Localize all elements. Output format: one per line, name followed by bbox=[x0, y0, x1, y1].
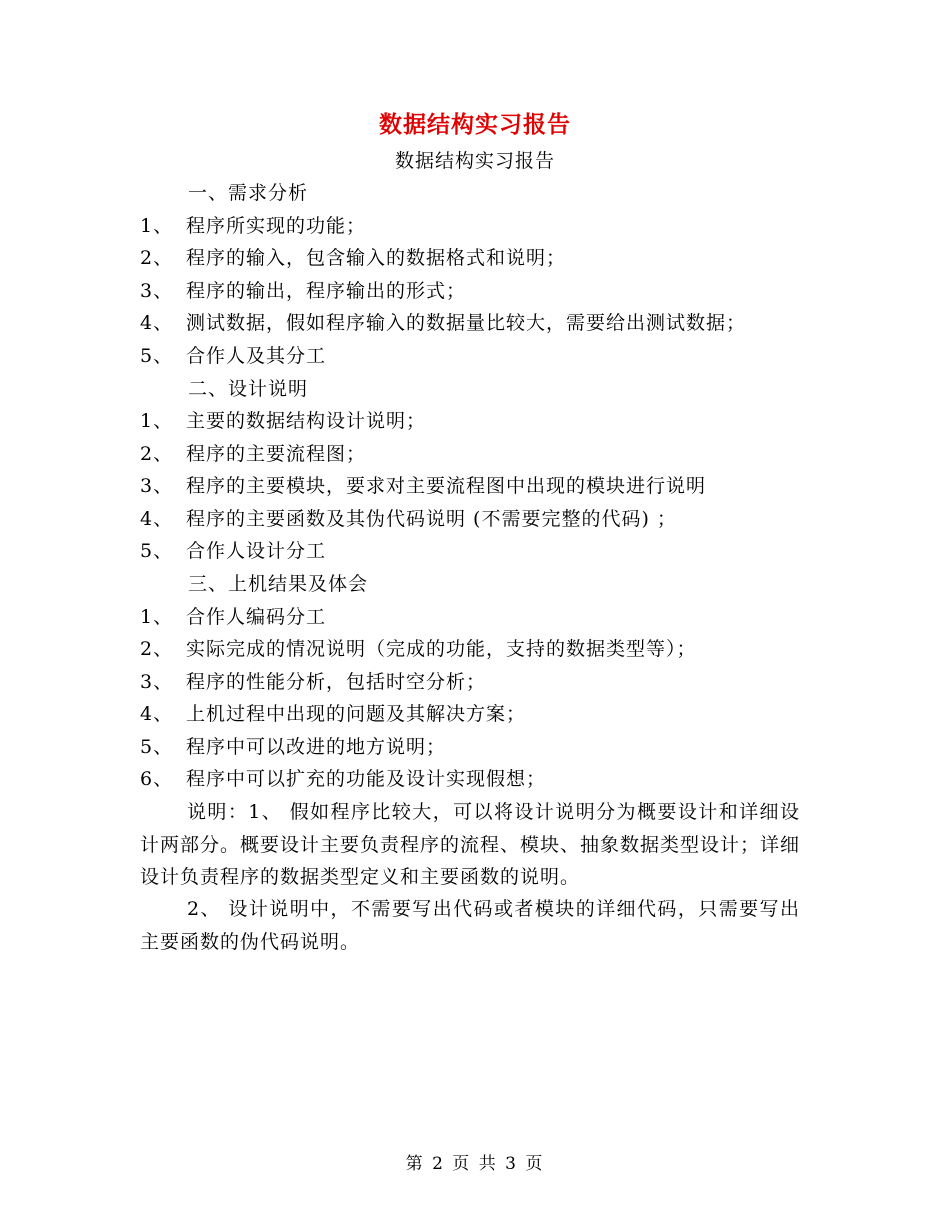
list-item bbox=[140, 535, 326, 567]
document-subtitle: 数据结构实习报告 bbox=[394, 150, 555, 172]
list-item-text: 程序的输入，包含输入的数据格式和说明； bbox=[186, 247, 567, 269]
section-heading: 二、设计说明 bbox=[188, 378, 309, 400]
list-item-number: 4、 bbox=[140, 508, 174, 530]
list-item-text: 合作人设计分工 bbox=[186, 540, 327, 562]
list-item-number: 5、 bbox=[140, 736, 174, 758]
list-item-text: 程序所实现的功能； bbox=[186, 215, 367, 237]
document-title: 数据结构实习报告 bbox=[379, 111, 571, 138]
list-item bbox=[140, 666, 486, 698]
list-item-text: 合作人编码分工 bbox=[186, 606, 327, 628]
list-item-text: 测试数据，假如程序输入的数据量比较大，需要给出测试数据； bbox=[186, 312, 747, 334]
page-footer: 第 2 页 共 3 页 bbox=[405, 1154, 545, 1174]
list-item-text: 程序中可以改进的地方说明； bbox=[186, 736, 447, 758]
list-item-number: 5、 bbox=[140, 540, 174, 562]
list-item-text: 实际完成的情况说明（完成的功能，支持的数据类型等）； bbox=[186, 638, 697, 660]
list-item-number: 3、 bbox=[140, 671, 174, 693]
list-item-number: 6、 bbox=[140, 768, 174, 790]
list-item-text: 程序的主要流程图； bbox=[186, 443, 367, 465]
list-item bbox=[140, 763, 546, 795]
section-heading: 一、需求分析 bbox=[188, 182, 309, 204]
list-item-text: 程序的主要函数及其伪代码说明 (不需要完整的代码) ； bbox=[186, 508, 677, 530]
list-item-number: 1、 bbox=[140, 215, 174, 237]
list-item-number: 4、 bbox=[140, 703, 174, 725]
list-item-number: 4、 bbox=[140, 312, 174, 334]
list-item bbox=[140, 438, 366, 470]
list-item-text: 上机过程中出现的问题及其解决方案； bbox=[186, 703, 527, 725]
list-item bbox=[140, 731, 446, 763]
list-item bbox=[140, 340, 326, 372]
list-item-text: 合作人及其分工 bbox=[186, 345, 327, 367]
note-paragraph: 说明：1、 假如程序比较大，可以将设计说明分为概要设计和详细设计两部分。概要设计主要负责程序的流程、模块、抽象数据类型设计；详细设计负责程序的数据类型定义和主要函数的说明。 bbox=[140, 801, 801, 888]
list-item-number: 1、 bbox=[140, 410, 174, 432]
list-item bbox=[140, 633, 697, 665]
list-item bbox=[140, 405, 426, 437]
list-item-text: 程序的主要模块，要求对主要流程图中出现的模块进行说明 bbox=[186, 475, 707, 497]
list-item bbox=[140, 601, 326, 633]
list-item bbox=[140, 503, 677, 535]
list-item-number: 3、 bbox=[140, 280, 174, 302]
list-item bbox=[140, 470, 706, 502]
list-item bbox=[140, 275, 466, 307]
list-item-number: 3、 bbox=[140, 475, 174, 497]
list-item-text: 程序的输出，程序输出的形式； bbox=[186, 280, 467, 302]
list-item-number: 1、 bbox=[140, 606, 174, 628]
section-heading: 三、上机结果及体会 bbox=[188, 573, 369, 595]
list-item-number: 2、 bbox=[140, 443, 174, 465]
list-item-number: 2、 bbox=[140, 638, 174, 660]
list-item-text: 程序中可以扩充的功能及设计实现假想； bbox=[186, 768, 547, 790]
list-item-number: 5、 bbox=[140, 345, 174, 367]
list-item bbox=[140, 242, 566, 274]
list-item bbox=[140, 210, 366, 242]
note-paragraph: 2、 设计说明中，不需要写出代码或者模块的详细代码，只需要写出主要函数的伪代码说明。 bbox=[140, 898, 800, 953]
list-item-number: 2、 bbox=[140, 247, 174, 269]
list-item bbox=[140, 307, 746, 339]
list-item-text: 程序的性能分析，包括时空分析； bbox=[186, 671, 487, 693]
list-item-text: 主要的数据结构设计说明； bbox=[186, 410, 427, 432]
list-item bbox=[140, 698, 526, 730]
